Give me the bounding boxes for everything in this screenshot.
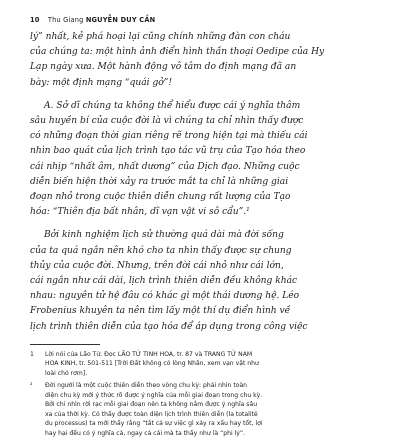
footnote-divider — [30, 344, 100, 345]
footnote-line: du processus) ta mới thấy rằng “tất cả sự việc gì xảy ra xấu hay tốt, lợi — [45, 420, 263, 428]
paragraph-3-line: thủy của cuộc đời. Nhưng, trên đời cái nhỏ như cái lớn, — [30, 260, 284, 271]
footnote-line: loài chó rơm]. — [45, 369, 88, 377]
paragraph-1-line: Lạp ngày xưa. Một hành động vô tâm do định mạng đã an — [30, 62, 297, 73]
footnote-line: xa của thời kỳ. Có thấy được toàn diện lịch trình thiên diễn (la totalité — [45, 410, 258, 418]
paragraph-1-line: lý” nhất, kẻ phá hoại lại cũng chính những đàn con cháu — [30, 32, 291, 42]
paragraph-2-line: diễn biến hiện thời xảy ra trước mắt ta chỉ là những giai — [30, 176, 289, 187]
paragraph-2-line: đoạn nhỏ trong cuộc thiên diễn chung rất lượng của Tạo — [30, 192, 291, 203]
paragraph-3-line: lịch trình thiên diễn của tạo hóa để áp dụng trong công việc — [30, 321, 308, 332]
paragraph-3-line: Frobenius khuyên ta nên tìm lấy một thí dụ điển hình về — [30, 306, 291, 317]
paragraph-3-line: của ta quá ngắn nên khó cho ta nhìn thấy được sự chung — [30, 245, 292, 256]
footnote-marker: 1 — [30, 350, 34, 358]
paragraph-2-line: nhìn bao quát của lịch trình tạo tác vũ trụ của Tạo hóa theo — [30, 146, 306, 157]
book-page — [30, 10, 375, 441]
paragraph-3-line: cái ngắn như cái dài, lịch trình thiên diễn đều không khác — [30, 276, 298, 287]
footnote-2 — [30, 381, 375, 438]
footnotes — [30, 350, 375, 439]
body-text — [30, 30, 375, 335]
footnote-line: diện chu kỳ mới ý thức rõ được ý nghĩa của mỗi giai đoạn trong chu kỳ. — [45, 391, 263, 399]
footnote-line: Đời người là một cuộc thiên diễn theo vòng chu kỳ: phải nhìn toàn — [45, 382, 248, 390]
header-author: NGUYỄN DUY CẦN — [85, 16, 156, 24]
paragraph-3-line: nhau: nguyên tử hệ đâu có khác gì một thái dương hệ. Léo — [30, 291, 300, 302]
running-header — [30, 10, 375, 30]
paragraph-1-line: bày: một định mạng “quái gở”! — [30, 77, 173, 88]
footnote-1 — [30, 350, 375, 379]
paragraph-2-line: sâu huyền bí của cuộc đời là vì chúng ta chỉ nhìn thấy được — [30, 116, 304, 127]
header-title: Thu Giang — [47, 16, 84, 24]
footnote-line: Bởi chỉ nhìn rời rạc mỗi giai đoạn nên ta không nắm được ý nghĩa sâu — [45, 401, 258, 409]
page-number: 10 — [30, 16, 40, 24]
footnote-line: HOA KINH, tr. 501-511 [Trời Đất không có lòng Nhân, xem vạn vật như — [45, 360, 259, 368]
footnote-line: Lời nói của Lão Tử. Đọc LÃO TỬ TINH HOA, tr. 87 và TRANG TỬ NAM — [45, 350, 253, 358]
paragraph-2-line: A. Sở dĩ chúng ta không thể hiểu được cái ý nghĩa thâm — [44, 100, 301, 111]
paragraph-2-line: có những đoạn thời gian riêng rẽ trong hiện tại mà thiếu cái — [30, 131, 308, 142]
paragraph-2-line: hóa: “Thiên địa bất nhân, dĩ vạn vật vi sô cẩu”.¹ — [30, 207, 250, 218]
paragraph-3-line: Bởi kinh nghiệm lịch sử thường quá dài mà đời sống — [44, 230, 284, 241]
paragraph-1-line: của chúng ta: một hình ảnh điển hình thần thoại Oedipe của Hy — [30, 47, 325, 58]
footnote-marker: ² — [30, 382, 33, 390]
footnote-line: hay hại đều có ý nghĩa cả, ngay cả cái mà ta thấy như là “phi lý”. — [45, 429, 245, 437]
paragraph-2-line: cái nhịp “nhất âm, nhất dương” của Dịch đạo. Những cuộc — [30, 161, 300, 172]
